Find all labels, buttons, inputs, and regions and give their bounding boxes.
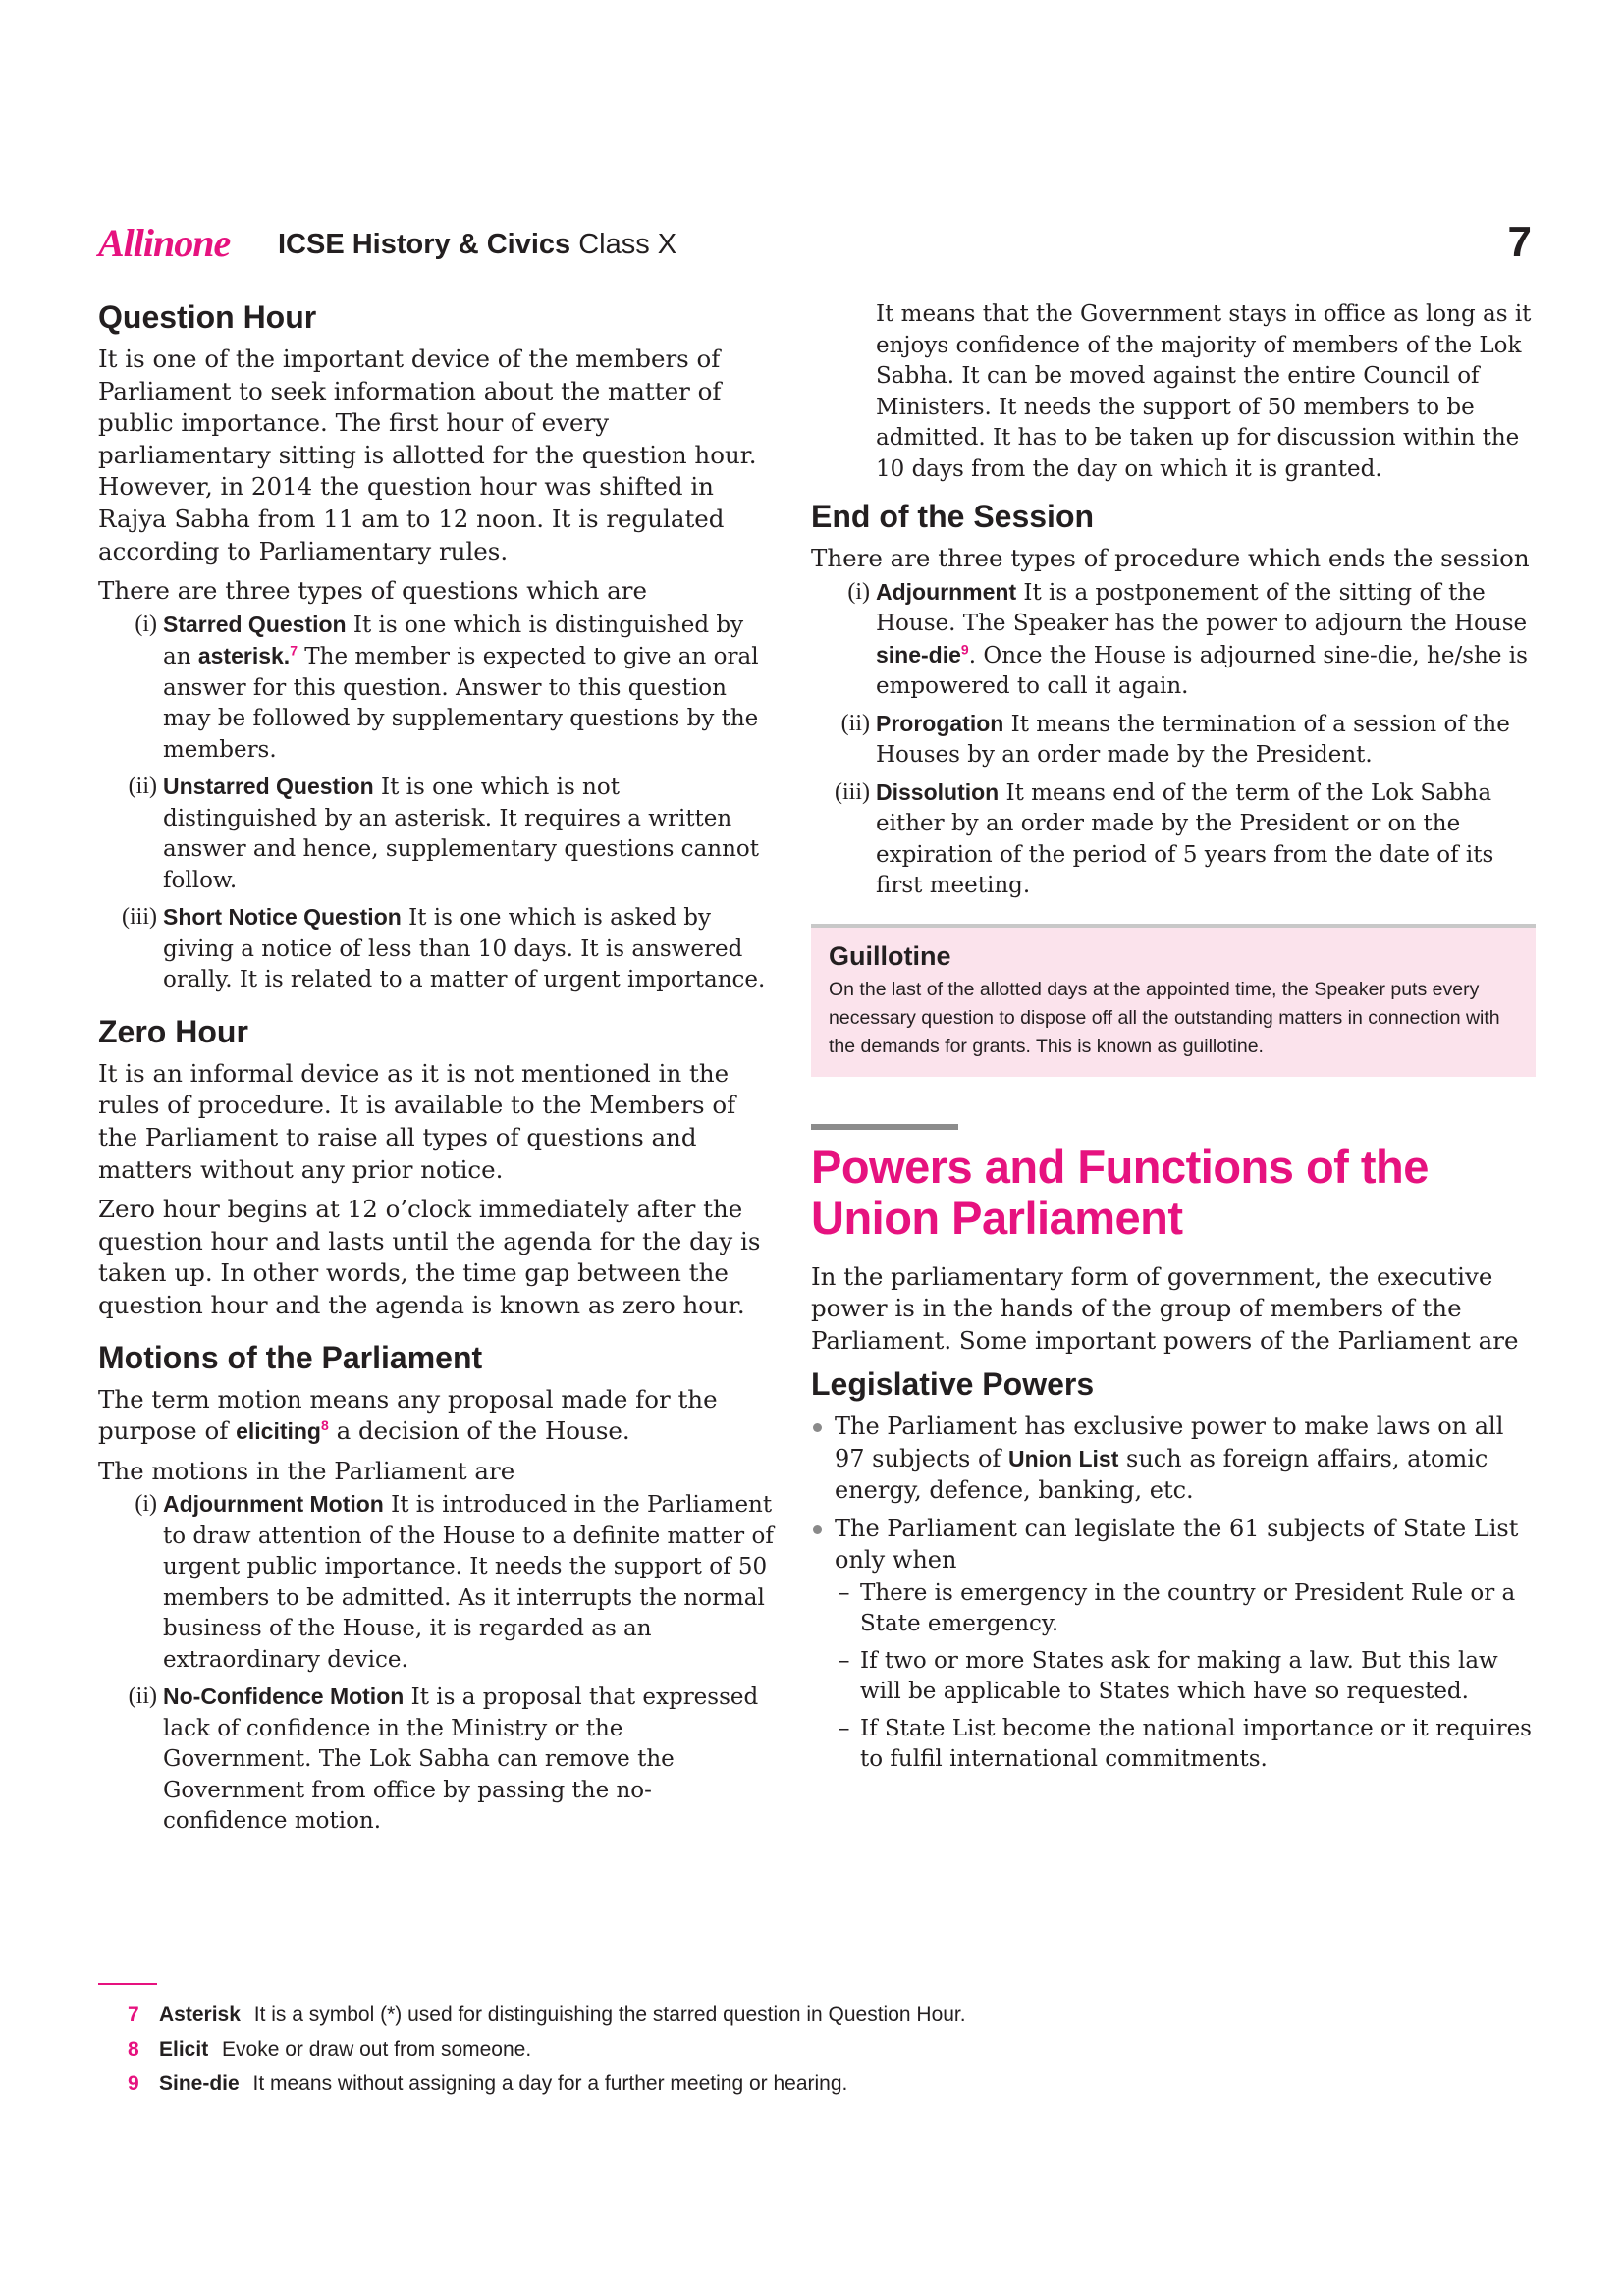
item-term: No-Confidence Motion: [163, 1683, 405, 1710]
zero-hour-paragraph-1: It is an informal device as it is not mentioned in the rules of procedure. It is available to the Members of the Parliament to raise all types of questions and matters without any prior notice.: [98, 1058, 736, 1184]
footnote-term: Asterisk: [159, 2003, 241, 2026]
book-title-bold: ICSE History & Civics: [278, 229, 571, 260]
list-item: [98, 772, 774, 896]
item-text: It is a postponement of the sitting of the House. The Speaker has the power to adjourn the House: [876, 579, 1528, 637]
asterisk-term: asterisk.: [197, 643, 291, 669]
motions-text-continued: a decision of the House.: [328, 1416, 630, 1446]
zero-hour-heading: Zero Hour: [98, 1013, 248, 1049]
left-column: [98, 299, 774, 1838]
item-number: (ii): [128, 1683, 157, 1710]
item-number: (ii): [128, 774, 157, 800]
footnotes: [98, 1998, 1532, 2101]
footnote-text: It means without assigning a day for a further meeting or hearing.: [252, 2072, 848, 2095]
list-item: [811, 709, 1536, 772]
guillotine-title: Guillotine: [829, 940, 951, 971]
end-session-intro: There are three types of procedure which ends the session: [811, 544, 1530, 572]
list-item: [98, 902, 774, 996]
footnote-text: It is a symbol (*) used for distinguishing the starred question in Question Hour.: [253, 2003, 966, 2026]
item-number: (i): [135, 1491, 157, 1518]
item-text: It means end of the term of the Lok Sabha either by an order made by the President or on the expiration of the period of 5 years from the date of its first meeting.: [876, 779, 1494, 899]
list-item: [98, 1489, 774, 1676]
dash-item: – There is emergency in the country or President Rule or a State emergency.: [811, 1578, 1536, 1640]
item-number: (ii): [840, 710, 870, 736]
powers-title: Powers and Functions of the Union Parliament: [811, 1140, 1429, 1244]
footnote-number: 7: [128, 2003, 139, 2026]
legislative-bullets: [811, 1411, 1536, 1576]
guillotine-box: [811, 924, 1536, 1077]
item-text: It is one which is asked by giving a notice of less than 10 days. It is answered orally. It is related to a matter of urgent importance.: [163, 905, 766, 993]
state-list-conditions: [811, 1578, 1536, 1776]
list-item: [811, 577, 1536, 703]
page-header: [98, 220, 1532, 279]
motions-intro: The motions in the Parliament are: [98, 1456, 515, 1485]
item-text: It means the termination of a session of the Houses by an order made by the President.: [876, 711, 1510, 769]
guillotine-text: On the last of the allotted days at the appointed time, the Speaker puts every necessary question to dispose off all the outstanding matters in connection with the demands for grants. This is known as guillotine.: [829, 978, 1500, 1057]
list-item: [811, 777, 1536, 902]
item-term: Adjournment Motion: [163, 1491, 384, 1518]
question-types-list: [98, 610, 774, 996]
dash-item: – If two or more States ask for making a law. But this law will be applicable to States which have so requested.: [811, 1646, 1536, 1708]
footnote-rule: [98, 1983, 157, 1985]
bullet-item: [811, 1411, 1536, 1507]
sine-die-term: sine-die: [876, 641, 961, 667]
union-list-term: Union List: [1007, 1445, 1119, 1471]
right-column: [811, 299, 1536, 1776]
section-rule: [811, 1124, 958, 1130]
footnote-term: Elicit: [159, 2038, 209, 2060]
item-term: Prorogation: [876, 710, 1004, 736]
page-number: 7: [1507, 218, 1532, 266]
motions-list: [98, 1489, 774, 1838]
book-title-rest: Class X: [578, 229, 677, 260]
question-types-intro: There are three types of questions which are: [98, 576, 647, 606]
item-text: It is a proposal that expressed lack of confidence in the Ministry or the Government. The Lok Sabha can remove the Government from office by passing the no-confidence motion.: [163, 1684, 759, 1835]
item-term: Short Notice Question: [163, 904, 402, 931]
footnote-marker[interactable]: 8: [320, 1416, 329, 1433]
zero-hour-paragraph-2: Zero hour begins at 12 o’clock immediately after the question hour and lasts until the agenda for the day is taken up. In other words, the time gap between the question hour and the agenda is known as zero hour.: [98, 1195, 761, 1319]
footnote-marker[interactable]: 7: [290, 642, 298, 659]
item-term: Dissolution: [876, 778, 1000, 805]
question-hour-heading: Question Hour: [98, 299, 317, 335]
item-text-continued: The member is expected to give an oral answer for this question. Answer to this question may be followed by supplementary questions by the members.: [163, 644, 759, 763]
end-session-list: [811, 577, 1536, 902]
footnote-term: Sine-die: [159, 2072, 240, 2095]
bullet-item: [811, 1513, 1536, 1576]
footnote-number: 8: [128, 2038, 139, 2060]
legislative-powers-heading: Legislative Powers: [811, 1366, 1095, 1403]
footnote-marker[interactable]: 9: [960, 640, 969, 657]
no-confidence-continuation: It means that the Government stays in office as long as it enjoys confidence of the majority of members of the Lok Sabha. It can be moved against the entire Council of Ministers. It needs the support of 50 members to be admitted. It has to be taken up for discussion within the 10 days from the day on which it is granted.: [876, 301, 1532, 482]
item-number: (i): [135, 611, 157, 637]
end-session-heading: End of the Session: [811, 499, 1095, 534]
motions-text: The term motion means any proposal made for the purpose of: [98, 1384, 718, 1446]
footnote-7: [98, 1998, 1532, 2032]
item-text-continued: . Once the House is adjourned sine-die, he/she is empowered to call it again.: [876, 642, 1528, 700]
brand-logo: Allinone: [98, 221, 231, 265]
bullet-text: The Parliament has exclusive power to make laws on all 97 subjects of: [835, 1413, 1504, 1472]
item-term: Adjournment: [876, 578, 1017, 605]
motions-paragraph: [98, 1384, 774, 1448]
powers-paragraph: In the parliamentary form of government, the executive power is in the hands of the group of members of the Parliament. Some important powers of the Parliament are: [811, 1261, 1519, 1355]
list-item: [98, 610, 774, 767]
item-term: Starred Question: [163, 611, 347, 637]
item-text: It is introduced in the Parliament to draw attention of the House to a definite matter of urgent public importance. It needs the support of 50 members to be admitted. As it interrupts the normal business of the House, it is regarded as an extraordinary device.: [163, 1492, 774, 1673]
item-number: (iii): [835, 778, 870, 805]
item-text: It is one which is distinguished by an: [163, 612, 744, 670]
item-term: Unstarred Question: [163, 774, 374, 800]
bullet-text-continued: such as foreign affairs, atomic energy, defence, banking, etc.: [835, 1444, 1488, 1505]
item-number: (iii): [122, 904, 157, 931]
footnote-number: 9: [128, 2072, 139, 2095]
item-number: (i): [847, 578, 870, 605]
footnote-8: [98, 2032, 1532, 2066]
list-item: [98, 1682, 774, 1838]
footnote-text: Evoke or draw out from someone.: [222, 2038, 532, 2060]
dash-item: – If State List become the national importance or it requires to fulfil international commitments.: [811, 1714, 1536, 1776]
question-hour-paragraph: It is one of the important device of the members of Parliament to seek information about the matter of public importance. The first hour of every parliamentary sitting is allotted for the question hour. However, in 2014 the question hour was shifted in Rajya Sabha from 11 am to 12 noon. It is regulated according to Parliamentary rules.: [98, 345, 757, 565]
book-title: [278, 229, 676, 261]
bullet-text: The Parliament can legislate the 61 subjects of State List only when: [835, 1514, 1519, 1575]
eliciting-term: eliciting: [236, 1418, 321, 1445]
item-text: It is one which is not distinguished by an asterisk. It requires a written answer and hence, supplementary questions cannot follow.: [163, 774, 759, 893]
motions-heading: Motions of the Parliament: [98, 1339, 483, 1375]
footnote-9: [98, 2066, 1532, 2101]
